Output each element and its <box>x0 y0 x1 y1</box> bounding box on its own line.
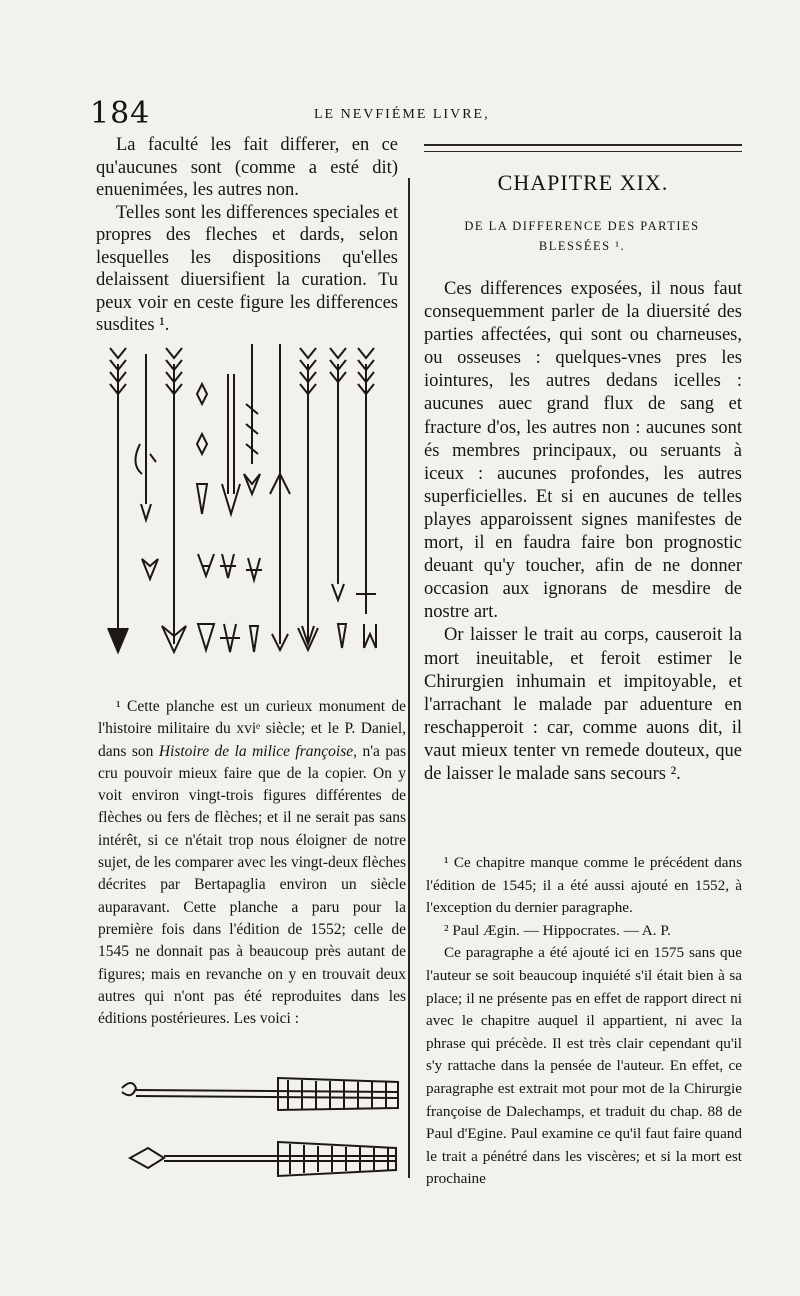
running-head <box>90 96 780 136</box>
footnote-text: ¹ Ce chapitre manque comme le précédent dans l'édition de 1545; il a été aussi ajouté en 1552, à l'exception du dernier paragraphe. <box>426 854 742 917</box>
arrow-figure <box>356 348 376 614</box>
arrow-figure <box>330 348 346 600</box>
running-title: LE NEVFIÉME LIVRE, <box>314 107 490 122</box>
arrow-figure <box>108 348 128 652</box>
arrow-figure <box>270 344 290 650</box>
column-divider <box>408 178 410 1178</box>
arrow-illustration <box>128 1136 406 1182</box>
arrow-figure <box>222 374 240 514</box>
arrow-illustration <box>118 1070 408 1120</box>
chapter-title: CHAPITRE XIX. <box>497 170 669 195</box>
header-rule <box>424 144 742 152</box>
paragraph: Or laisser le trait au corps, causeroit la mort ineuitable, et feroit estimer le Chirurgien inhumain et impitoyable, et l'arrachant le malade par aduenture en reschapperoit : car, comme auons dit, il vaut mieux tenter vn remede douteux, que de laisser le malade sans secours ². <box>424 625 742 784</box>
paragraph: La faculté les fait differer, en ce qu'aucunes sont (comme a esté dit) enuenimées, les autres non. <box>96 135 398 200</box>
footnote-left <box>98 696 406 1030</box>
arrowhead-row <box>142 554 376 652</box>
arrow-figure <box>197 384 207 514</box>
right-column <box>424 278 742 786</box>
paragraph: Ces differences exposées, il nous faut consequemment parler de la diuersité des parties affectées, qui sont ou charneuses, ou osseuses : quelques-vnes pres les iointures, les autres dedans icelles : aucunes auec grand flux de sang et fracture d'os, les autres non : aucunes sont és membres principaux, ou seruants à iceux : aucunes profondes, les autres superficielles. Et si en aucunes de telles playes apparoissent signes manifestes de mort, il en faudra faire bon prognostic deuant qu'y toucher, afin de ne donner occasion aux ignorans de mesdire de nostre art. <box>424 279 742 623</box>
arrow-figure <box>298 348 318 650</box>
arrow-figure <box>244 344 260 494</box>
footnote-text-part: , n'a pas cru pouvoir mieux faire que de la copier. On y voit environ vingt-trois figures différentes de flèches ou fers de flèches; et il ne serait pas sans intérêt, si ce n'était trop nous éloigner de notre sujet, de les comparer avec les vingt-deux flèches décrites par Bertapaglia environ un siècle auparavant. Cette planche a paru pour la première fois dans l'édition de 1552; celle de 1545 ne donnait pas à beaucoup près autant de figures; mais en revanche on y en trouvait deux autres qui n'ont pas été reproduites dans les éditions postérieures. Les voici : <box>98 742 406 1028</box>
page-number: 184 <box>90 96 151 131</box>
arrow-figure <box>135 354 156 520</box>
chapter-subtitle: DE LA DIFFERENCE DES PARTIES BLESSÉES ¹. <box>464 219 700 253</box>
left-column <box>96 134 398 337</box>
footnote-text <box>98 696 406 1030</box>
paragraph: Telles sont les differences speciales et propres des fleches et dards, selon lesquelles les dispositions qu'elles delaissent diuersifient la curation. Tu peux voir en ceste figure les differences susdites ¹. <box>96 202 398 335</box>
footnote-text: ² Paul Ægin. — Hippocrates. — A. P. <box>444 921 671 939</box>
footnote-book-title: Histoire de la milice françoise <box>158 742 354 760</box>
arrow-plate-illustration <box>102 344 402 664</box>
footnotes-right <box>426 852 742 1191</box>
arrow-figure <box>162 348 186 652</box>
footnote-text: Ce paragraphe a été ajouté ici en 1575 sans que l'auteur se soit beaucoup inquiété s'il était bien à sa place; il ne présente pas en effet de rapport direct ni avec le chapitre auquel il appartient, ni avec la phrase qui précède. Il est très clair cependant qu'il s'y rattache dans la pensée de l'auteur. En effet, ce paragraphe est extrait mot pour mot de la Chirurgie françoise de Dalechamps, et traduit du chap. 88 de Paul d'Egine. Paul examine ce qu'il faut faire quand le trait a pénétré dans les viscères; et si la mort est prochaine <box>426 944 742 1188</box>
footnote-text-part: ¹ Cette planche est un curieux monument de l'histoire militaire du xviᵉ siècle; et le P. Daniel, dans son <box>98 698 406 760</box>
